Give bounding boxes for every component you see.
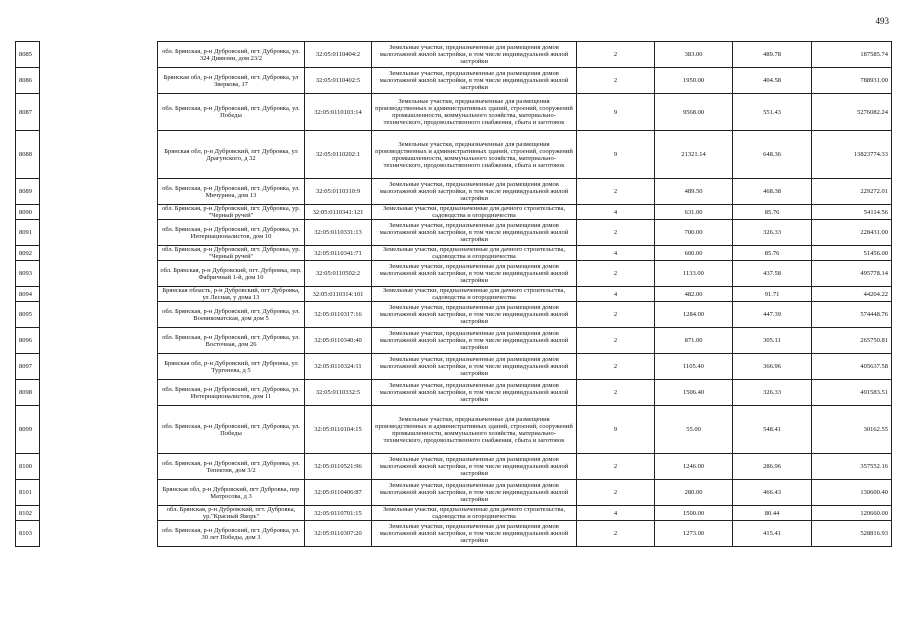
cell-cadastral-value: 491583.51 (812, 380, 892, 406)
cell-cadastral-value: 265750.81 (812, 328, 892, 354)
cell-area: 1500.00 (655, 506, 733, 521)
cell-group: 2 (577, 220, 655, 246)
cell-number: 8099 (16, 406, 40, 454)
table-row (16, 261, 892, 287)
table-row (16, 521, 892, 547)
cell-address: Брянская область, р-н Дубровский, пгт Дубровка, ул Лесная, у дома 13 (158, 287, 305, 302)
cell-specific-value: 548.41 (733, 406, 812, 454)
cell-address: Брянская обл, р-н Дубровский, пгт Дубровка, пер Матросова, д 3 (158, 480, 305, 506)
cell-number: 8096 (16, 328, 40, 354)
cell-cadastral-number: 32:05:0110341:121 (305, 205, 372, 220)
cell-empty (40, 42, 158, 68)
cell-address: обл. Брянская, р-н Дубровский, пгт. Дубровка, ул. Интернационалистов, дом 10 (158, 220, 305, 246)
cell-number: 8100 (16, 454, 40, 480)
cell-number: 8090 (16, 205, 40, 220)
cell-address: обл. Брянская, р-н Дубровский, пгт. Дубровка, ул. Мичурина, дом 13 (158, 179, 305, 205)
cell-land-use: Земельные участки, предназначенные для размещения домов малоэтажной жилой застройки, в том числе индивидуальной жилой застройки (372, 380, 577, 406)
cell-address: обл. Брянская, р-н Дубровский, пгт. Дубровка, ул. Интернационалистов, дом 11 (158, 380, 305, 406)
cell-cadastral-value: 30162.55 (812, 406, 892, 454)
table-row (16, 506, 892, 521)
cell-cadastral-value: 54114.56 (812, 205, 892, 220)
cell-address: обл. Брянская, р-н Дубровский, пгт. Дубровка, ул. Победы (158, 406, 305, 454)
cell-number: 8093 (16, 261, 40, 287)
cell-number: 8101 (16, 480, 40, 506)
cell-group: 2 (577, 380, 655, 406)
cell-land-use: Земельные участки, предназначенные для размещения домов малоэтажной жилой застройки, в том числе индивидуальной жилой застройки (372, 68, 577, 94)
cell-empty (40, 287, 158, 302)
cell-area: 700.00 (655, 220, 733, 246)
cell-specific-value: 466.43 (733, 480, 812, 506)
cell-area: 55.00 (655, 406, 733, 454)
cell-number: 8085 (16, 42, 40, 68)
table-row (16, 246, 892, 261)
cell-specific-value: 286.96 (733, 454, 812, 480)
cell-land-use: Земельные участки, предназначенные для размещения домов малоэтажной жилой застройки, в том числе индивидуальной жилой застройки (372, 42, 577, 68)
cell-empty (40, 506, 158, 521)
cell-empty (40, 480, 158, 506)
table-body (16, 42, 892, 547)
cell-cadastral-value: 574448.76 (812, 302, 892, 328)
cadastral-value-table (15, 41, 892, 547)
cell-address: обл. Брянская, р-н Дубровский, пгт. Дубровка, пер. Фабричный 1-й, дом 10 (158, 261, 305, 287)
cell-area: 600.00 (655, 246, 733, 261)
cell-cadastral-value: 788931.00 (812, 68, 892, 94)
cell-specific-value: 85.76 (733, 246, 812, 261)
cell-group: 2 (577, 302, 655, 328)
cell-empty (40, 328, 158, 354)
cell-number: 8094 (16, 287, 40, 302)
cell-specific-value: 366.96 (733, 354, 812, 380)
cell-cadastral-number: 32:05:0110402:5 (305, 68, 372, 94)
cell-cadastral-number: 32:05:0110502:2 (305, 261, 372, 287)
table-row (16, 94, 892, 131)
cell-number: 8091 (16, 220, 40, 246)
cell-group: 9 (577, 406, 655, 454)
cell-cadastral-number: 32:05:0110310:9 (305, 179, 372, 205)
cell-area: 1105.40 (655, 354, 733, 380)
cell-area: 1246.00 (655, 454, 733, 480)
table-row (16, 380, 892, 406)
table-row (16, 354, 892, 380)
cell-area: 21321.14 (655, 131, 733, 179)
cell-empty (40, 179, 158, 205)
cell-cadastral-value: 187585.74 (812, 42, 892, 68)
cell-specific-value: 415.41 (733, 521, 812, 547)
cell-group: 2 (577, 454, 655, 480)
cell-number: 8095 (16, 302, 40, 328)
cell-address: обл. Брянская, р-н Дубровский, пгт. Дубровка, ул. Победы (158, 94, 305, 131)
table-row (16, 220, 892, 246)
cell-empty (40, 246, 158, 261)
cell-land-use: Земельные участки, предназначенные для размещения домов малоэтажной жилой застройки, в том числе индивидуальной жилой застройки (372, 179, 577, 205)
cell-land-use: Земельные участки, предназначенные для размещения домов малоэтажной жилой застройки, в том числе индивидуальной жилой застройки (372, 480, 577, 506)
cell-land-use: Земельные участки, предназначенные для размещения домов малоэтажной жилой застройки, в том числе индивидуальной жилой застройки (372, 220, 577, 246)
cell-cadastral-value: 528816.93 (812, 521, 892, 547)
table-row (16, 42, 892, 68)
cell-group: 4 (577, 246, 655, 261)
cell-number: 8089 (16, 179, 40, 205)
cell-specific-value: 91.71 (733, 287, 812, 302)
cell-group: 4 (577, 205, 655, 220)
cell-group: 2 (577, 68, 655, 94)
table-row (16, 454, 892, 480)
cell-group: 2 (577, 354, 655, 380)
cell-number: 8092 (16, 246, 40, 261)
cell-specific-value: 404.58 (733, 68, 812, 94)
cell-specific-value: 326.33 (733, 380, 812, 406)
cell-cadastral-number: 32:05:0110202:1 (305, 131, 372, 179)
cell-empty (40, 454, 158, 480)
cell-empty (40, 220, 158, 246)
cell-cadastral-number: 32:05:0110314:101 (305, 287, 372, 302)
cell-address: Брянская обл, р-н Дубровский, пгт Дубровка, ул Тургенева, д 5 (158, 354, 305, 380)
cell-group: 4 (577, 287, 655, 302)
cell-area: 1950.00 (655, 68, 733, 94)
cell-address: Брянская обл, р-н Дубровский, пгт Дубровка, ул Драгунского, д 32 (158, 131, 305, 179)
cell-specific-value: 489.78 (733, 42, 812, 68)
cell-cadastral-number: 32:05:0110104:15 (305, 406, 372, 454)
cell-cadastral-number: 32:05:0110341:71 (305, 246, 372, 261)
cell-specific-value: 468.38 (733, 179, 812, 205)
cell-address: Брянская обл, р-н Дубровский, пгт. Дубровка, ул Зверкова, 17 (158, 68, 305, 94)
table-row (16, 68, 892, 94)
cell-group: 4 (577, 506, 655, 521)
cell-area: 482.00 (655, 287, 733, 302)
cell-empty (40, 68, 158, 94)
cell-cadastral-value: 13823774.33 (812, 131, 892, 179)
cell-land-use: Земельные участки, предназначенные для размещения производственных и административных зданий, строений, сооружений промышленности, коммунального хозяйства, материально-технического, продовольственного снабжения, сбыта и заготовок (372, 406, 577, 454)
cell-group: 2 (577, 521, 655, 547)
cell-cadastral-value: 44204.22 (812, 287, 892, 302)
cell-land-use: Земельные участки, предназначенные для размещения домов малоэтажной жилой застройки, в том числе индивидуальной жилой застройки (372, 354, 577, 380)
cell-empty (40, 94, 158, 131)
cell-area: 383.00 (655, 42, 733, 68)
cell-number: 8098 (16, 380, 40, 406)
table-row (16, 480, 892, 506)
cell-address: обл. Брянская, р-н Дубровский, пгт. Дубровка, ул. Тепектив, дом 3/2 (158, 454, 305, 480)
cell-address: обл. Брянская, р-н Дубровский, пгт. Дубровка, ул. 324 Дивизии, дом 23/2 (158, 42, 305, 68)
cell-group: 2 (577, 179, 655, 205)
cell-group: 2 (577, 42, 655, 68)
cell-land-use: Земельные участки, предназначенные для размещения домов малоэтажной жилой застройки, в том числе индивидуальной жилой застройки (372, 521, 577, 547)
cell-area: 871.00 (655, 328, 733, 354)
cell-address: обл. Брянская, р-н Дубровский, пгт. Дубровка, ур. "Черный ручей" (158, 205, 305, 220)
cell-cadastral-number: 32:05:0110406:87 (305, 480, 372, 506)
cell-empty (40, 205, 158, 220)
cell-land-use: Земельные участки, предназначенные для размещения производственных и административных зданий, строений, сооружений промышленности, коммунального хозяйства, материально-технического, продовольственного снабжения, сбыта и заготовок (372, 94, 577, 131)
cell-cadastral-value: 51456.00 (812, 246, 892, 261)
cell-specific-value: 551.43 (733, 94, 812, 131)
table-row (16, 302, 892, 328)
cell-group: 2 (577, 328, 655, 354)
cell-area: 9568.00 (655, 94, 733, 131)
cell-cadastral-number: 32:05:0110521:96 (305, 454, 372, 480)
table-row (16, 131, 892, 179)
cell-cadastral-value: 405637.58 (812, 354, 892, 380)
cell-empty (40, 521, 158, 547)
cell-address: обл. Брянская, р-н Дубровский, пгт. Дубровка, ул. 30 лет Победы, дом 3 (158, 521, 305, 547)
cell-empty (40, 131, 158, 179)
cell-specific-value: 648.36 (733, 131, 812, 179)
cell-land-use: Земельные участки, предназначенные для дачного строительства, садоводства и огородничества (372, 246, 577, 261)
cell-number: 8088 (16, 131, 40, 179)
cell-empty (40, 380, 158, 406)
cell-cadastral-number: 32:05:0110404:2 (305, 42, 372, 68)
cell-land-use: Земельные участки, предназначенные для дачного строительства, садоводства и огородничества (372, 205, 577, 220)
cell-empty (40, 261, 158, 287)
cell-land-use: Земельные участки, предназначенные для дачного строительства, садоводства и огородничества (372, 506, 577, 521)
cell-area: 1133.00 (655, 261, 733, 287)
cell-area: 1284.00 (655, 302, 733, 328)
cell-cadastral-value: 495778.14 (812, 261, 892, 287)
cell-cadastral-value: 120660.00 (812, 506, 892, 521)
cell-number: 8087 (16, 94, 40, 131)
cell-specific-value: 326.33 (733, 220, 812, 246)
cell-cadastral-number: 32:05:0110103:14 (305, 94, 372, 131)
cell-address: обл. Брянская, р-н Дубровский, пгт. Дубровка, ур."Красный Якорь" (158, 506, 305, 521)
cell-cadastral-value: 5276082.24 (812, 94, 892, 131)
cell-empty (40, 406, 158, 454)
cell-number: 8097 (16, 354, 40, 380)
cell-cadastral-number: 32:05:0110332:5 (305, 380, 372, 406)
cell-specific-value: 437.58 (733, 261, 812, 287)
cell-area: 489.50 (655, 179, 733, 205)
cell-number: 8102 (16, 506, 40, 521)
cell-specific-value: 447.39 (733, 302, 812, 328)
cell-land-use: Земельные участки, предназначенные для размещения домов малоэтажной жилой застройки, в том числе индивидуальной жилой застройки (372, 302, 577, 328)
cell-land-use: Земельные участки, предназначенные для размещения домов малоэтажной жилой застройки, в том числе индивидуальной жилой застройки (372, 261, 577, 287)
cell-cadastral-number: 32:05:0110324:11 (305, 354, 372, 380)
table-row (16, 205, 892, 220)
table-row (16, 287, 892, 302)
cell-cadastral-number: 32:05:0110701:15 (305, 506, 372, 521)
cell-specific-value: 85.76 (733, 205, 812, 220)
cell-land-use: Земельные участки, предназначенные для дачного строительства, садоводства и огородничества (372, 287, 577, 302)
table-row (16, 406, 892, 454)
cell-address: обл. Брянская, р-н Дубровский, пгт. Дубровка, ур. "Черный ручей" (158, 246, 305, 261)
cell-cadastral-value: 228431.00 (812, 220, 892, 246)
cell-group: 9 (577, 131, 655, 179)
cell-cadastral-value: 130600.40 (812, 480, 892, 506)
cell-address: обл. Брянская, р-н Дубровский, пгт. Дубровка, ул. Восточная, дом 26 (158, 328, 305, 354)
cell-address: обл. Брянская, р-н Дубровский, пгт. Дубровка, ул. Воевикоматская, дом дом 5 (158, 302, 305, 328)
table-row (16, 179, 892, 205)
cell-group: 2 (577, 480, 655, 506)
cell-area: 1273.00 (655, 521, 733, 547)
table-row (16, 328, 892, 354)
cell-number: 8103 (16, 521, 40, 547)
cell-area: 1506.40 (655, 380, 733, 406)
cell-cadastral-number: 32:05:0110340:40 (305, 328, 372, 354)
cell-cadastral-value: 229272.01 (812, 179, 892, 205)
cell-area: 280.00 (655, 480, 733, 506)
cell-land-use: Земельные участки, предназначенные для размещения домов малоэтажной жилой застройки, в том числе индивидуальной жилой застройки (372, 454, 577, 480)
cell-land-use: Земельные участки, предназначенные для размещения производственных и административных зданий, строений, сооружений промышленности, коммунального хозяйства, материально-технического, продовольственного снабжения, сбыта и заготовок (372, 131, 577, 179)
cell-cadastral-number: 32:05:0110307:20 (305, 521, 372, 547)
cell-specific-value: 305.11 (733, 328, 812, 354)
cell-group: 2 (577, 261, 655, 287)
cell-cadastral-number: 32:05:0110331:13 (305, 220, 372, 246)
cell-group: 9 (577, 94, 655, 131)
cell-cadastral-number: 32:05:0110317:16 (305, 302, 372, 328)
page-number: 493 (875, 16, 889, 26)
cell-empty (40, 302, 158, 328)
cell-cadastral-value: 357552.16 (812, 454, 892, 480)
cell-number: 8086 (16, 68, 40, 94)
cell-land-use: Земельные участки, предназначенные для размещения домов малоэтажной жилой застройки, в том числе индивидуальной жилой застройки (372, 328, 577, 354)
cell-empty (40, 354, 158, 380)
cell-area: 631.00 (655, 205, 733, 220)
cell-specific-value: 80.44 (733, 506, 812, 521)
